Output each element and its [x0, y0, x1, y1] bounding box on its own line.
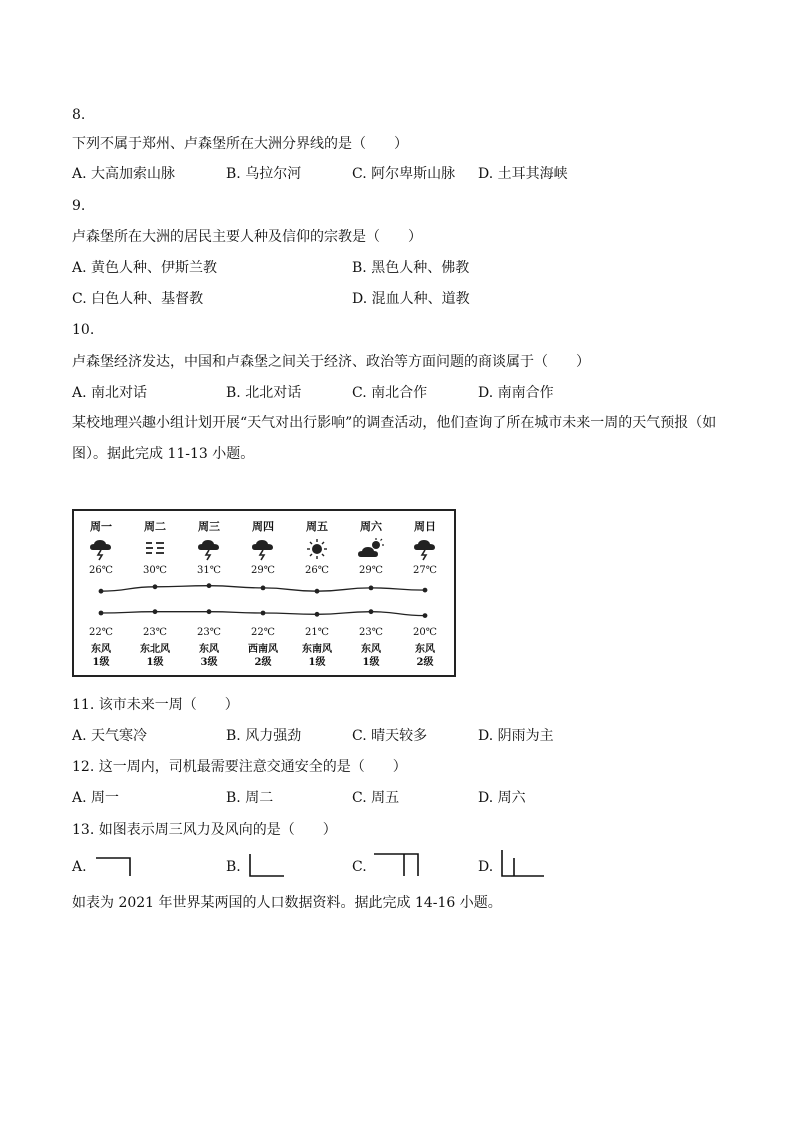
q9-option-d[interactable]: D. 混血人种、道教 [352, 291, 470, 307]
forecast-wind [344, 643, 398, 669]
weather-forecast-figure [72, 509, 456, 677]
forecast-wind-level: 1级 [362, 657, 380, 668]
forecast-day-column [290, 511, 344, 675]
forecast-wind-level: 1级 [146, 657, 164, 668]
q10-option-a[interactable]: A. 南北对话 [72, 385, 148, 401]
wind-symbol-b-icon [246, 852, 286, 878]
forecast-day-label: 周二 [144, 520, 166, 533]
intro-forecast: 某校地理兴趣小组计划开展“天气对出行影响”的调查活动，他们查询了所在城市未来一周的天气预报（如图）。据此完成 11-13 小题。 [72, 415, 717, 462]
q12-option-c[interactable]: C. 周五 [352, 790, 400, 806]
q12-stem: 12. 这一周内，司机最需要注意交通安全的是（ ） [72, 759, 407, 775]
q13-option-a[interactable]: A. [72, 859, 87, 875]
q11-option-c[interactable]: C. 晴天较多 [352, 728, 428, 744]
forecast-high-temp: 27℃ [413, 565, 437, 576]
thunderstorm-icon [250, 537, 276, 561]
q9-option-a[interactable]: A. 黄色人种、伊斯兰教 [72, 260, 218, 276]
q9-number: 9. [72, 198, 86, 214]
forecast-high-temp: 26℃ [305, 565, 329, 576]
forecast-day-label: 周三 [198, 520, 220, 533]
forecast-wind-level: 2级 [254, 657, 272, 668]
forecast-day-column [182, 511, 236, 675]
forecast-wind-level: 2级 [416, 657, 434, 668]
wind-symbol-d-icon [498, 848, 548, 878]
forecast-wind [182, 643, 236, 669]
forecast-day-column [398, 511, 452, 675]
q13-stem: 13. 如图表示周三风力及风向的是（ ） [72, 822, 337, 838]
thunderstorm-icon [88, 537, 114, 561]
forecast-day-label: 周六 [360, 520, 382, 533]
q8-number: 8. [72, 107, 86, 123]
q10-option-d[interactable]: D. 南南合作 [478, 385, 554, 401]
forecast-high-temp: 29℃ [251, 565, 275, 576]
forecast-high-temp: 31℃ [197, 565, 221, 576]
q11-option-d[interactable]: D. 阴雨为主 [478, 728, 554, 744]
forecast-day-column [236, 511, 290, 675]
q8-option-a[interactable]: A. 大高加索山脉 [72, 166, 176, 182]
forecast-wind [236, 643, 290, 669]
forecast-day-label: 周五 [306, 520, 328, 533]
forecast-low-temp: 21℃ [305, 627, 329, 638]
wind-symbol-a-icon [94, 852, 134, 878]
sunny-icon [304, 537, 330, 561]
q8-option-c[interactable]: C. 阿尔卑斯山脉 [352, 166, 456, 182]
forecast-low-temp: 23℃ [359, 627, 383, 638]
forecast-wind-direction: 东风 [415, 644, 435, 655]
forecast-low-temp: 23℃ [197, 627, 221, 638]
forecast-high-temp: 30℃ [143, 565, 167, 576]
q8-option-b[interactable]: B. 乌拉尔河 [226, 166, 302, 182]
q9-stem: 卢森堡所在大洲的居民主要人种及信仰的宗教是（ ） [72, 229, 422, 245]
fog-icon [142, 537, 168, 561]
q10-option-c[interactable]: C. 南北合作 [352, 385, 428, 401]
thunderstorm-icon [412, 537, 438, 561]
thunderstorm-icon [196, 537, 222, 561]
q10-number: 10. [72, 322, 95, 338]
q11-option-a[interactable]: A. 天气寒冷 [72, 728, 148, 744]
q9-option-c[interactable]: C. 白色人种、基督教 [72, 291, 204, 307]
q8-stem: 下列不属于郑州、卢森堡所在大洲分界线的是（ ） [72, 136, 408, 152]
q8-option-d[interactable]: D. 土耳其海峡 [478, 166, 568, 182]
forecast-wind [74, 643, 128, 669]
forecast-wind-level: 3级 [200, 657, 218, 668]
q10-stem: 卢森堡经济发达，中国和卢森堡之间关于经济、政治等方面问题的商谈属于（ ） [72, 354, 590, 370]
forecast-wind-direction: 东北风 [140, 644, 170, 655]
forecast-high-temp: 26℃ [89, 565, 113, 576]
q12-option-b[interactable]: B. 周二 [226, 790, 274, 806]
forecast-wind [290, 643, 344, 669]
q13-option-b[interactable]: B. [226, 859, 241, 875]
forecast-day-label: 周一 [90, 520, 112, 533]
forecast-low-temp: 22℃ [89, 627, 113, 638]
intro-population: 如表为 2021 年世界某两国的人口数据资料。据此完成 14-16 小题。 [72, 895, 502, 911]
forecast-wind [398, 643, 452, 669]
forecast-low-temp: 22℃ [251, 627, 275, 638]
q12-option-d[interactable]: D. 周六 [478, 790, 526, 806]
forecast-low-temp: 23℃ [143, 627, 167, 638]
q10-option-b[interactable]: B. 北北对话 [226, 385, 302, 401]
forecast-wind-direction: 东风 [91, 644, 111, 655]
q13-option-d[interactable]: D. [478, 859, 494, 875]
q9-option-b[interactable]: B. 黑色人种、佛教 [352, 260, 470, 276]
forecast-day-column [344, 511, 398, 675]
forecast-wind-level: 1级 [92, 657, 110, 668]
forecast-day-label: 周四 [252, 520, 274, 533]
partly-cloudy-icon [358, 537, 384, 561]
forecast-wind [128, 643, 182, 669]
q11-stem: 11. 该市未来一周（ ） [72, 697, 239, 713]
forecast-day-label: 周日 [414, 520, 436, 533]
forecast-low-temp: 20℃ [413, 627, 437, 638]
wind-symbol-c-icon [372, 848, 422, 878]
forecast-high-temp: 29℃ [359, 565, 383, 576]
forecast-wind-level: 1级 [308, 657, 326, 668]
forecast-wind-direction: 东风 [361, 644, 381, 655]
forecast-day-column [128, 511, 182, 675]
forecast-wind-direction: 西南风 [248, 644, 278, 655]
q12-option-a[interactable]: A. 周一 [72, 790, 120, 806]
q13-option-c[interactable]: C. [352, 859, 367, 875]
forecast-wind-direction: 东南风 [302, 644, 332, 655]
q11-option-b[interactable]: B. 风力强劲 [226, 728, 302, 744]
forecast-day-column [74, 511, 128, 675]
forecast-wind-direction: 东风 [199, 644, 219, 655]
